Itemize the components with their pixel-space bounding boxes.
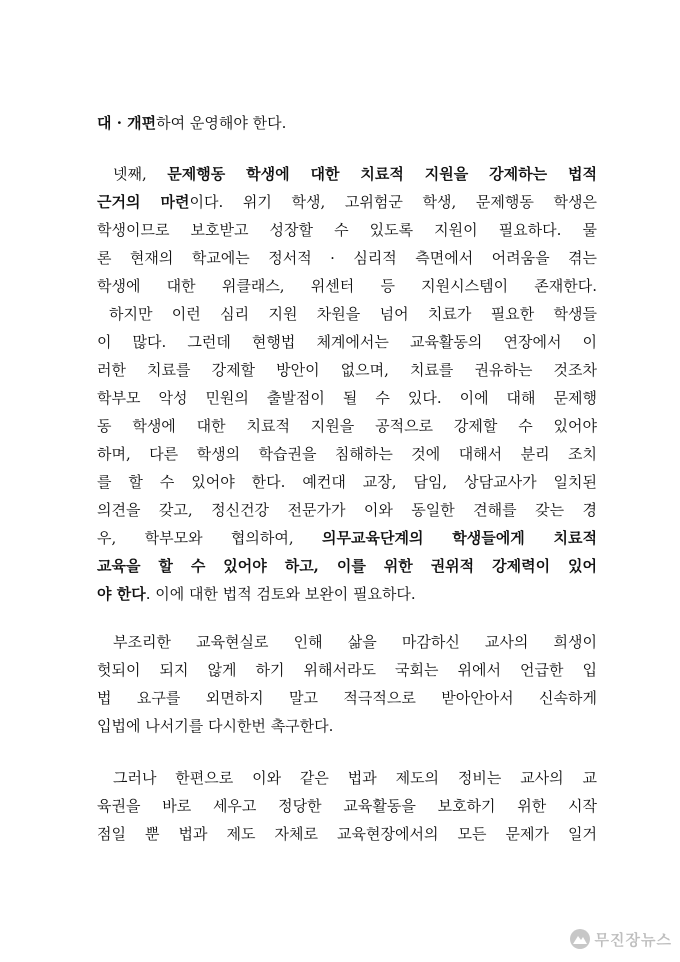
text-segment: 하지만 이런 심리 지원 차원을 넘어 치료가 필요한 학생들 (109, 305, 597, 323)
text-line (97, 712, 597, 740)
paragraph-2 (97, 160, 597, 300)
text-line (97, 272, 597, 300)
text-segment: 이 많다. 그런데 현행법 체계에서는 교육활동의 연장에서 이 (97, 333, 597, 351)
text-segment: 하며, 다른 학생의 학습권을 침해하는 것에 대해서 분리 조치 (97, 445, 597, 463)
text-segment: 법 요구를 외면하지 말고 적극적으로 받아안아서 신속하게 (97, 689, 597, 707)
bold-segment: 야 한다 (97, 585, 146, 603)
text-segment: 론 현재의 학교에는 정서적 · 심리적 측면에서 어려움을 겪는 (97, 249, 597, 267)
text-segment: 의견을 갖고, 정신건강 전문가가 이와 동일한 견해를 갖는 경 (97, 501, 597, 519)
text-segment: 학생이므로 보호받고 성장할 수 있도록 지원이 필요하다. 물 (97, 221, 597, 239)
text-line (97, 244, 597, 272)
text-segment: 점일 뿐 법과 제도 자체로 교육현장에서의 모든 문제가 일거 (97, 825, 597, 843)
paragraph-1 (97, 109, 597, 137)
bold-segment: 문제행동 학생에 대한 치료적 지원을 강제하는 법적 (167, 165, 597, 183)
bold-segment: 대 · 개편 (97, 114, 157, 132)
text-segment: 동 학생에 대한 치료적 지원을 공적으로 강제할 수 있어야 (97, 417, 597, 435)
text-segment: 우, 학부모와 협의하여, (97, 529, 323, 547)
text-line (97, 356, 597, 384)
text-segment: 그러나 한편으로 이와 같은 법과 제도의 정비는 교사의 교 (113, 769, 597, 787)
bold-segment: 의무교육단계의 학생들에게 치료적 (322, 529, 597, 547)
mountain-logo-icon (569, 928, 591, 950)
text-line (97, 684, 597, 712)
text-line (97, 188, 597, 216)
text-line (97, 468, 597, 496)
text-line (97, 440, 597, 468)
paragraph-5 (97, 764, 597, 848)
text-segment: 를 할 수 있어야 한다. 예컨대 교장, 담임, 상담교사가 일치된 (97, 473, 597, 491)
text-segment: 입법에 나서기를 다시한번 촉구한다. (97, 717, 334, 735)
text-line (97, 580, 597, 608)
bold-segment: 근거의 마련 (97, 193, 190, 211)
text-line (97, 412, 597, 440)
text-line (97, 764, 597, 792)
text-line (97, 524, 597, 552)
text-segment: 러한 치료를 강제할 방안이 없으며, 치료를 권유하는 것조차 (97, 361, 597, 379)
text-segment: 헛되이 되지 않게 하기 위해서라도 국회는 위에서 언급한 입 (97, 661, 597, 679)
paragraph-4 (97, 628, 597, 740)
text-line (97, 552, 597, 580)
text-segment: 이다. 위기 학생, 고위험군 학생, 문제행동 학생은 (189, 193, 597, 211)
text-segment: 넷째, (113, 165, 168, 183)
text-line (97, 109, 597, 137)
text-line (97, 300, 597, 328)
watermark-text: 무진장뉴스 (594, 930, 672, 949)
text-line (97, 216, 597, 244)
text-line (97, 496, 597, 524)
text-line (97, 820, 597, 848)
text-line (97, 160, 597, 188)
bold-segment: 교육을 할 수 있어야 하고, 이를 위한 권위적 강제력이 있어 (97, 557, 597, 575)
text-segment: 부조리한 교육현실로 인해 삶을 마감하신 교사의 희생이 (113, 633, 597, 651)
watermark (569, 926, 672, 952)
text-line (97, 328, 597, 356)
paragraph-3 (97, 300, 597, 608)
text-line (97, 628, 597, 656)
text-segment: 육권을 바로 세우고 정당한 교육활동을 보호하기 위한 시작 (97, 797, 597, 815)
text-line (97, 384, 597, 412)
text-segment: . 이에 대한 법적 검토와 보완이 필요하다. (145, 585, 416, 603)
text-segment: 학생에 대한 위클래스, 위센터 등 지원시스템이 존재한다. (97, 277, 597, 295)
text-line (97, 792, 597, 820)
text-segment: 하여 운영해야 한다. (156, 114, 287, 132)
text-line (97, 656, 597, 684)
text-segment: 학부모 악성 민원의 출발점이 될 수 있다. 이에 대해 문제행 (97, 389, 597, 407)
